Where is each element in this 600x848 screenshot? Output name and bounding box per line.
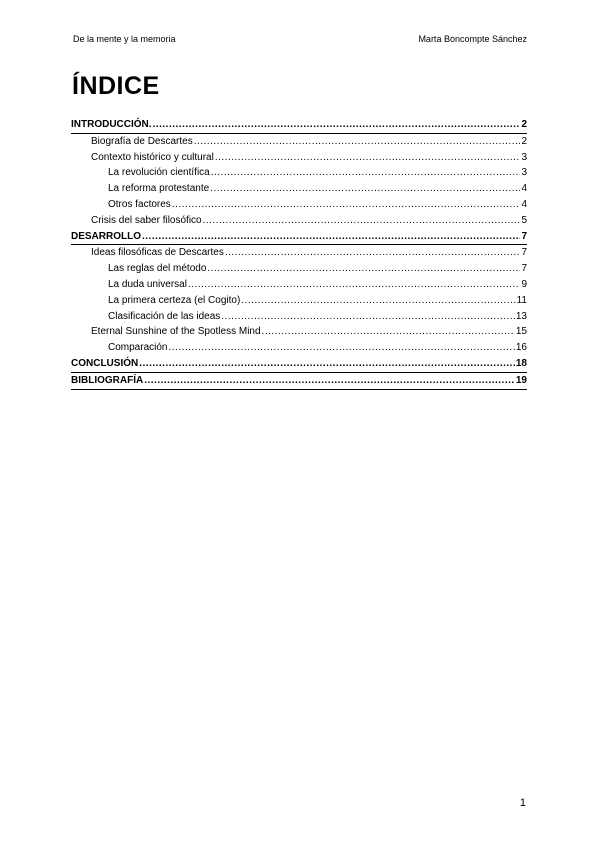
toc-leader-dots bbox=[144, 373, 515, 388]
toc-entry[interactable] bbox=[71, 150, 527, 166]
toc-leader-dots bbox=[262, 324, 515, 339]
toc-entry[interactable] bbox=[71, 261, 527, 277]
toc-entry-page: 2 bbox=[521, 135, 527, 147]
toc-entry-label: Crisis del saber filosófico bbox=[91, 214, 202, 226]
toc-entry-label: Comparación bbox=[108, 342, 168, 354]
toc-entry[interactable] bbox=[71, 340, 527, 356]
toc-leader-dots bbox=[172, 197, 521, 212]
toc-entry[interactable] bbox=[71, 324, 527, 340]
toc-entry-page: 7 bbox=[521, 247, 527, 259]
toc-leader-dots bbox=[168, 340, 514, 355]
toc-entry[interactable] bbox=[71, 229, 527, 246]
toc-entry-page: 4 bbox=[521, 183, 527, 195]
toc-entry-label: DESARROLLO bbox=[71, 230, 141, 242]
toc-entry[interactable] bbox=[71, 373, 527, 390]
toc-entry[interactable] bbox=[71, 213, 527, 229]
toc-leader-dots bbox=[142, 229, 520, 244]
toc-entry-page: 2 bbox=[521, 119, 527, 130]
toc-entry[interactable] bbox=[71, 277, 527, 293]
page-header bbox=[73, 34, 527, 48]
toc-entry-label: Clasificación de las ideas bbox=[108, 310, 221, 322]
header-document-title: De la mente y la memoria bbox=[73, 34, 176, 44]
toc-leader-dots bbox=[194, 134, 521, 149]
toc-entry-page: 3 bbox=[521, 167, 527, 179]
toc-entry[interactable] bbox=[71, 356, 527, 373]
toc-entry-label: La revolución científica bbox=[108, 167, 210, 179]
toc-entry[interactable] bbox=[71, 197, 527, 213]
toc-leader-dots bbox=[215, 150, 521, 165]
toc-leader-dots bbox=[221, 309, 515, 324]
toc-leader-dots bbox=[241, 293, 515, 308]
toc-entry-page: 7 bbox=[521, 263, 527, 275]
toc-entry-page: 15 bbox=[515, 326, 527, 338]
toc-leader-dots bbox=[225, 245, 521, 260]
page-title: ÍNDICE bbox=[72, 72, 160, 100]
toc-leader-dots bbox=[153, 117, 521, 132]
toc-leader-dots bbox=[139, 356, 515, 371]
toc-entry-page: 13 bbox=[515, 310, 527, 322]
toc-leader-dots bbox=[188, 277, 520, 292]
toc-entry-label: INTRODUCCIÓN. bbox=[71, 119, 152, 130]
toc-entry[interactable] bbox=[71, 181, 527, 197]
toc-entry-label: La primera certeza (el Cogito) bbox=[108, 294, 241, 306]
toc-entry[interactable] bbox=[71, 293, 527, 309]
toc-entry-page: 18 bbox=[515, 357, 527, 369]
toc-leader-dots bbox=[207, 261, 520, 276]
toc-entry-label: La duda universal bbox=[108, 278, 187, 290]
toc-entry-label: CONCLUSIÓN bbox=[71, 357, 139, 369]
toc-entry-label: Otros factores bbox=[108, 198, 171, 210]
toc-entry-page: 11 bbox=[516, 294, 527, 306]
toc-entry-label: Biografía de Descartes bbox=[91, 135, 193, 147]
toc-entry-page: 4 bbox=[521, 198, 527, 210]
toc-entry[interactable] bbox=[71, 165, 527, 181]
toc-entry-page: 16 bbox=[515, 342, 527, 354]
toc-entry-label: Las reglas del método bbox=[108, 263, 207, 275]
table-of-contents bbox=[71, 117, 527, 390]
toc-entry-page: 7 bbox=[521, 230, 527, 242]
toc-entry-label: Eternal Sunshine of the Spotless Mind bbox=[91, 326, 261, 338]
header-author: Marta Boncompte Sánchez bbox=[418, 34, 527, 44]
toc-leader-dots bbox=[211, 165, 521, 180]
toc-entry-label: La reforma protestante bbox=[108, 183, 210, 195]
page-number: 1 bbox=[519, 797, 526, 809]
toc-entry[interactable] bbox=[71, 134, 527, 150]
toc-entry-label: Ideas filosóficas de Descartes bbox=[91, 247, 224, 259]
toc-entry-label: BIBLIOGRAFÍA bbox=[71, 374, 144, 386]
toc-leader-dots bbox=[210, 181, 520, 196]
toc-entry-page: 19 bbox=[515, 374, 527, 386]
toc-entry[interactable] bbox=[71, 309, 527, 325]
toc-leader-dots bbox=[203, 213, 521, 228]
toc-entry[interactable] bbox=[71, 117, 527, 134]
toc-entry-page: 9 bbox=[521, 278, 527, 290]
toc-entry-page: 5 bbox=[521, 214, 527, 226]
toc-entry-label: Contexto histórico y cultural bbox=[91, 151, 214, 163]
toc-entry[interactable] bbox=[71, 245, 527, 261]
toc-entry-page: 3 bbox=[521, 151, 527, 163]
